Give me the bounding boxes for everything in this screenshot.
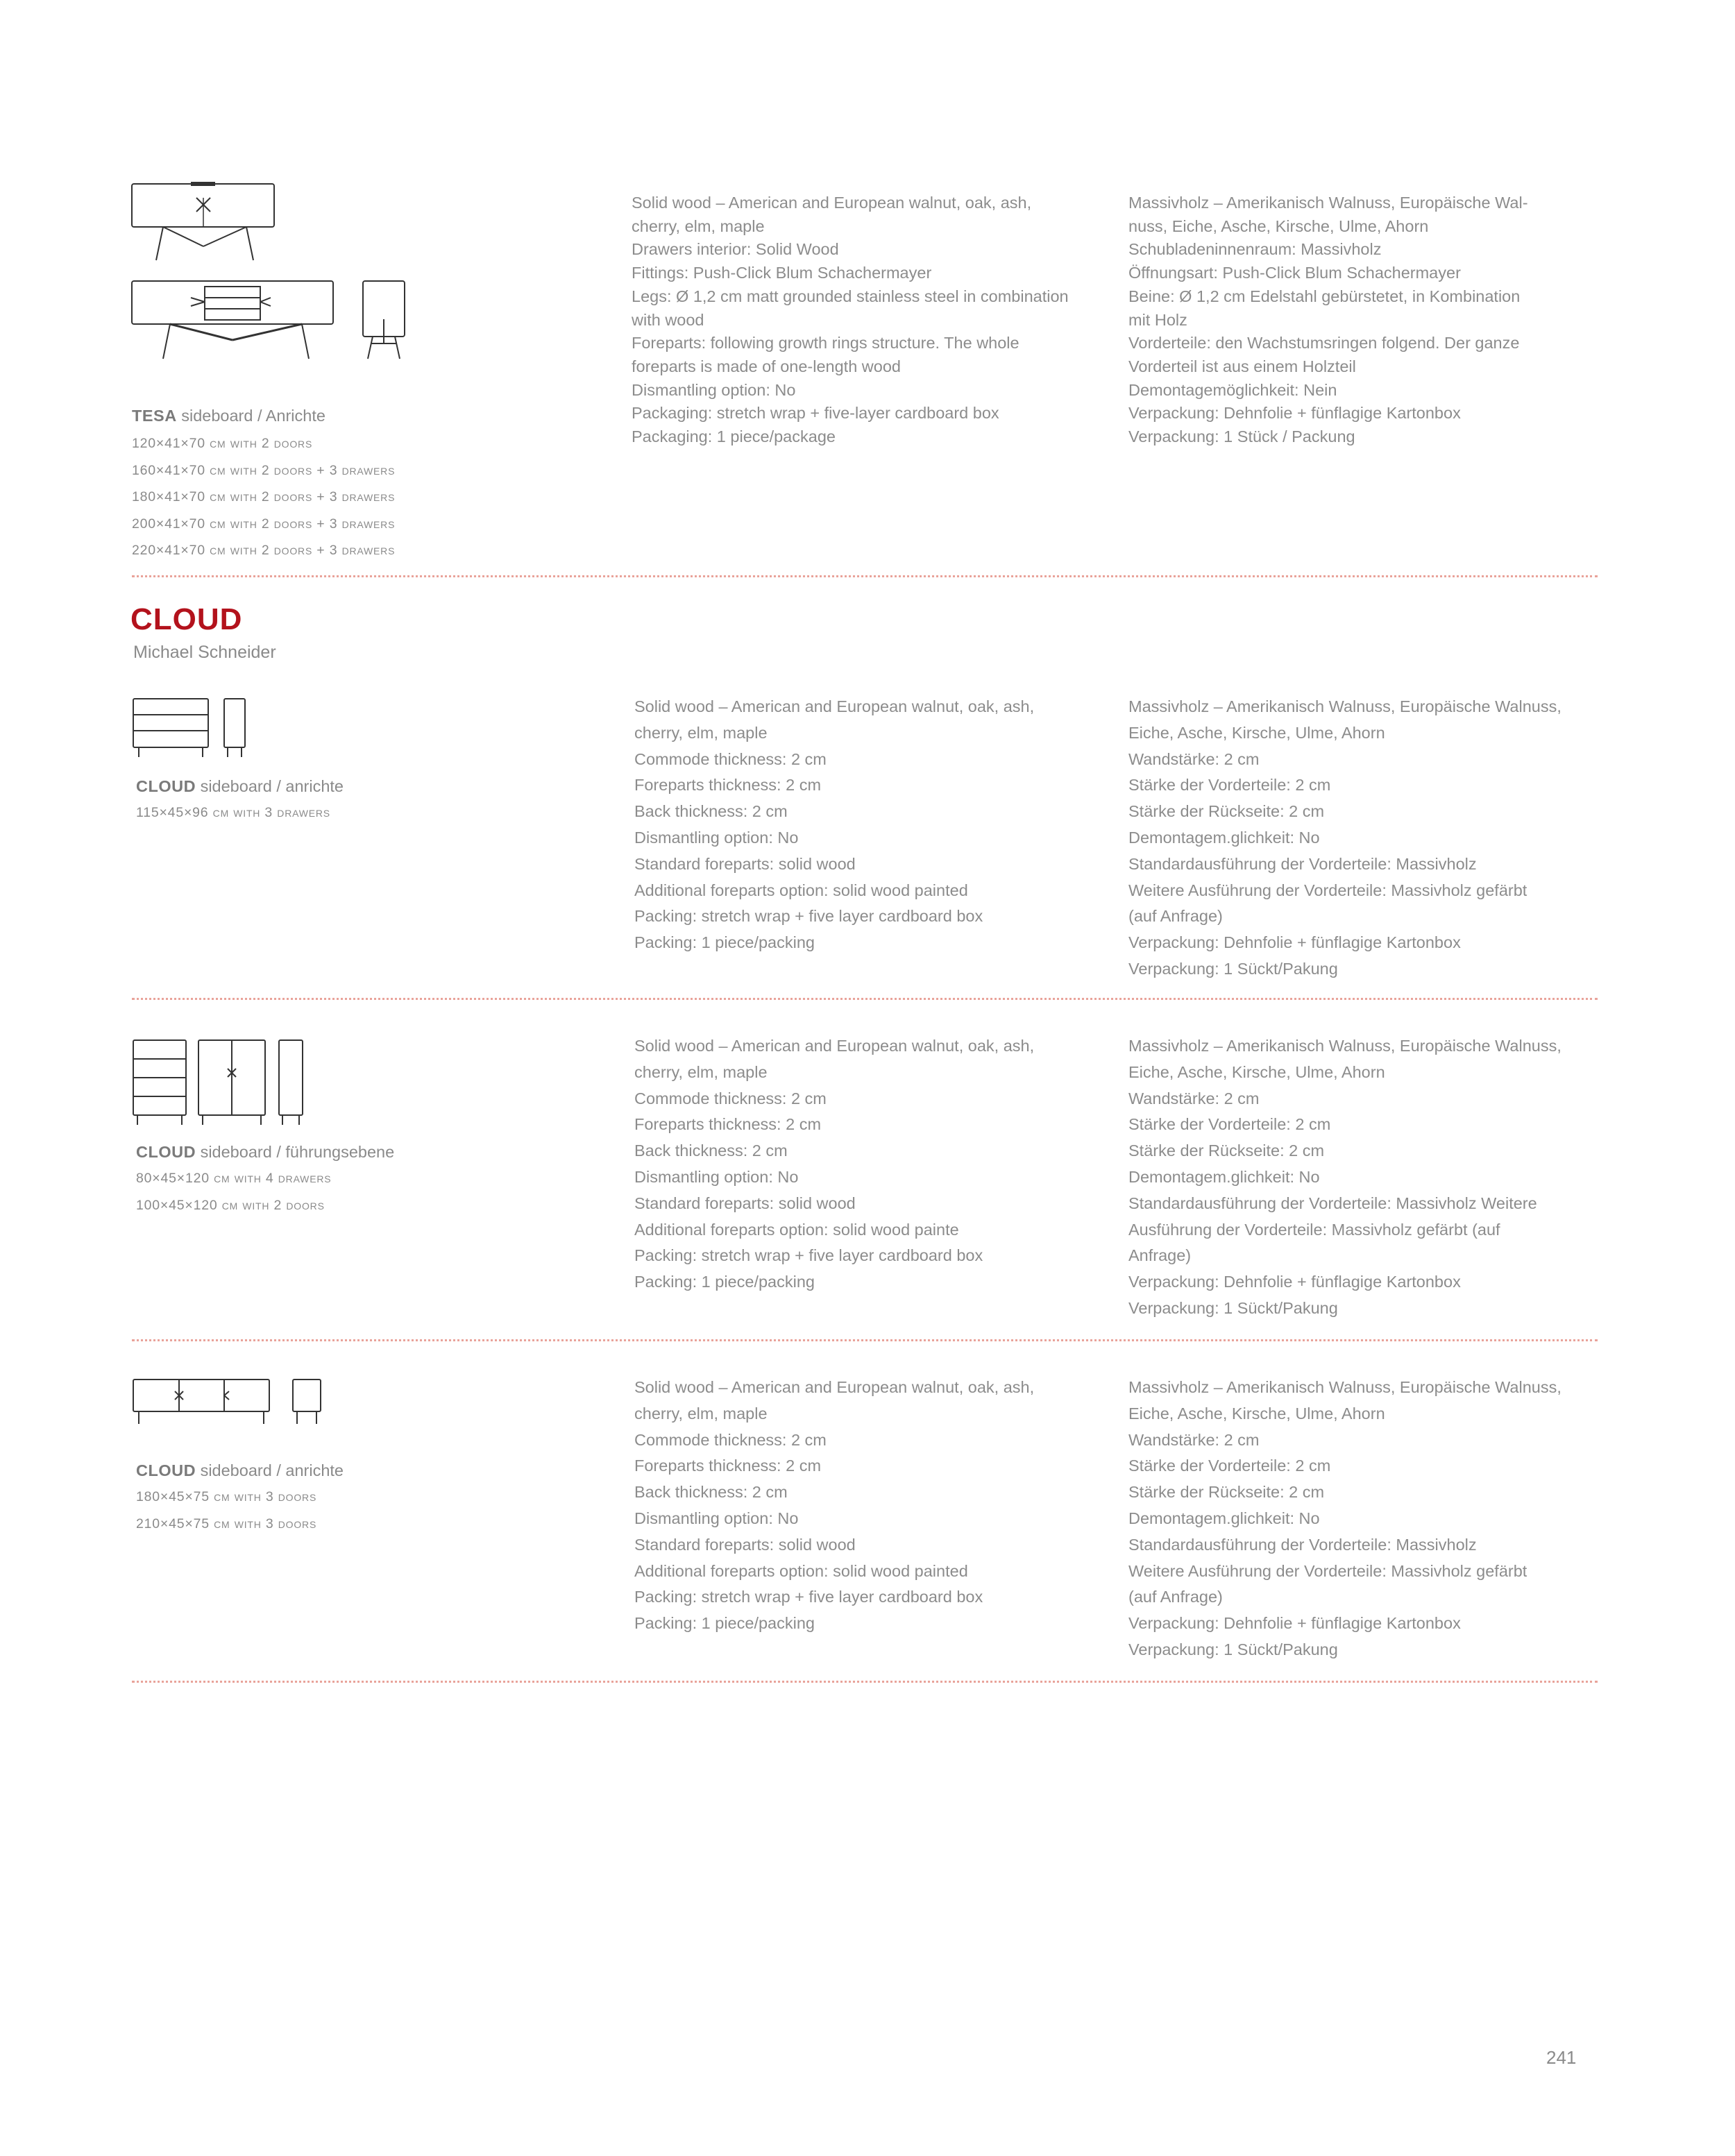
spec-line: Stärke der Rückseite: 2 cm xyxy=(1128,1141,1325,1160)
section-divider xyxy=(132,998,1598,1000)
spec-line: cherry, elm, maple xyxy=(632,217,765,235)
tesa-sideboard-drawings xyxy=(128,177,420,364)
spec-line: Demontagem.glichkeit: No xyxy=(1128,1509,1320,1527)
spec-line: Standardausführung der Vorderteile: Massivholz xyxy=(1128,1535,1477,1554)
spec-line: Demontagem.glichkeit: No xyxy=(1128,1167,1320,1186)
dimension-line: 80×45×120 cm with 4 drawers xyxy=(136,1171,332,1186)
spec-line: Eiche, Asche, Kirsche, Ulme, Ahorn xyxy=(1128,1062,1385,1081)
spec-line: Stärke der Rückseite: 2 cm xyxy=(1128,1483,1325,1502)
cloud1-label-name: CLOUD xyxy=(136,777,196,795)
spec-line: cherry, elm, maple xyxy=(634,1062,768,1081)
spec-line: Verpackung: 1 Stück / Packung xyxy=(1128,427,1355,446)
section-divider xyxy=(132,575,1598,577)
spec-line: Wandstärke: 2 cm xyxy=(1128,1430,1260,1449)
spec-line: Packing: stretch wrap + five layer cardboard box xyxy=(634,1588,983,1606)
dimension-line: 160×41×70 cm with 2 doors + 3 drawers xyxy=(132,462,396,478)
dimension-line: 100×45×120 cm with 2 doors xyxy=(136,1197,325,1213)
cloud3-dimensions xyxy=(136,1484,316,1537)
tesa-label xyxy=(132,402,325,429)
tesa-label-rest: sideboard / Anrichte xyxy=(176,407,325,425)
cloud1-label xyxy=(136,773,344,799)
dimension-line: 180×41×70 cm with 2 doors + 3 drawers xyxy=(132,489,396,504)
spec-line: Wandstärke: 2 cm xyxy=(1128,1089,1260,1107)
cloud2-dimensions xyxy=(136,1165,331,1219)
spec-line: Eiche, Asche, Kirsche, Ulme, Ahorn xyxy=(1128,1404,1385,1423)
spec-line: Stärke der Rückseite: 2 cm xyxy=(1128,802,1325,821)
spec-line: Massivholz – Amerikanisch Walnuss, Europäische Walnuss, xyxy=(1128,1378,1562,1396)
cloud2-label-name: CLOUD xyxy=(136,1143,196,1161)
spec-line: Packing: 1 piece/packing xyxy=(634,1273,815,1291)
spec-line: Fittings: Push-Click Blum Schachermayer xyxy=(632,264,932,282)
spec-line: Back thickness: 2 cm xyxy=(634,802,788,821)
spec-line: Legs: Ø 1,2 cm matt grounded stainless steel in combination xyxy=(632,287,1069,305)
spec-line: Foreparts: following growth rings structure. The whole xyxy=(632,334,1019,353)
spec-line: Commode thickness: 2 cm xyxy=(634,1089,827,1107)
spec-line: Dismantling option: No xyxy=(634,828,799,847)
spec-line: Packing: stretch wrap + five layer cardboard box xyxy=(634,907,983,926)
spec-line: Verpackung: Dehnfolie + fünflagige Kartonbox xyxy=(1128,404,1461,423)
dimension-line: 120×41×70 cm with 2 doors xyxy=(132,436,313,451)
spec-line: Solid wood – American and European walnut, oak, ash, xyxy=(634,1037,1035,1055)
spec-line: Stärke der Vorderteile: 2 cm xyxy=(1128,776,1331,795)
page-number: 241 xyxy=(1546,2047,1577,2068)
cloud3-specs-de xyxy=(1128,1375,1562,1663)
dimension-line: 220×41×70 cm with 2 doors + 3 drawers xyxy=(132,543,396,558)
spec-line: Packing: 1 piece/packing xyxy=(634,933,815,952)
dimension-line: 115×45×96 cm with 3 drawers xyxy=(136,805,330,820)
dimension-line: 180×45×75 cm with 3 doors xyxy=(136,1489,317,1504)
spec-line: Beine: Ø 1,2 cm Edelstahl gebürstetet, in Kombination xyxy=(1128,287,1521,305)
spec-line: Stärke der Vorderteile: 2 cm xyxy=(1128,1457,1331,1475)
spec-line: cherry, elm, maple xyxy=(634,1404,768,1423)
cloud-tall-sideboard-drawings xyxy=(130,1037,311,1128)
spec-line: Verpackung: Dehnfolie + fünflagige Kartonbox xyxy=(1128,1273,1461,1291)
spec-line: (auf Anfrage) xyxy=(1128,1588,1223,1606)
spec-line: Ausführung der Vorderteile: Massivholz gefärbt (auf xyxy=(1128,1220,1500,1239)
cloud3-specs-en xyxy=(634,1375,1034,1637)
tesa-specs-en xyxy=(632,192,1069,449)
spec-line: Dismantling option: No xyxy=(634,1509,799,1527)
tesa-dimensions xyxy=(132,430,395,564)
spec-line: Back thickness: 2 cm xyxy=(634,1141,788,1160)
spec-line: Verpackung: 1 Sückt/Pakung xyxy=(1128,959,1338,978)
cloud3-label-name: CLOUD xyxy=(136,1461,196,1479)
spec-line: Additional foreparts option: solid wood painted xyxy=(634,1561,968,1580)
spec-line: Standard foreparts: solid wood xyxy=(634,1535,856,1554)
spec-line: Wandstärke: 2 cm xyxy=(1128,749,1260,768)
spec-line: Foreparts thickness: 2 cm xyxy=(634,1457,822,1475)
spec-line: Verpackung: Dehnfolie + fünflagige Kartonbox xyxy=(1128,933,1461,952)
spec-line: Verpackung: Dehnfolie + fünflagige Kartonbox xyxy=(1128,1614,1461,1633)
spec-line: Anfrage) xyxy=(1128,1246,1192,1265)
spec-line: Standardausführung der Vorderteile: Massivholz Weitere xyxy=(1128,1194,1537,1212)
spec-line: Packing: stretch wrap + five layer cardboard box xyxy=(634,1246,983,1265)
spec-line: Massivholz – Amerikanisch Walnuss, Europäische Walnuss, xyxy=(1128,1037,1562,1055)
spec-line: (auf Anfrage) xyxy=(1128,907,1223,926)
spec-line: Packing: 1 piece/packing xyxy=(634,1614,815,1633)
spec-line: Stärke der Vorderteile: 2 cm xyxy=(1128,1115,1331,1134)
spec-line: Vorderteile: den Wachstumsringen folgend. Der ganze xyxy=(1128,334,1520,353)
spec-line: Verpackung: 1 Sückt/Pakung xyxy=(1128,1640,1338,1658)
cloud2-specs-en xyxy=(634,1033,1034,1296)
cloud2-label-rest: sideboard / führungsebene xyxy=(196,1143,395,1161)
designer-name: Michael Schneider xyxy=(133,643,276,662)
spec-line: Massivholz – Amerikanisch Walnuss, Europäische Wal- xyxy=(1128,194,1528,212)
spec-line: Back thickness: 2 cm xyxy=(634,1483,788,1502)
spec-line: Solid wood – American and European walnut, oak, ash, xyxy=(634,1378,1035,1396)
spec-line: Foreparts thickness: 2 cm xyxy=(634,1115,822,1134)
spec-line: Drawers interior: Solid Wood xyxy=(632,240,839,259)
dimension-line: 210×45×75 cm with 3 doors xyxy=(136,1516,317,1531)
spec-line: Solid wood – American and European walnut, oak, ash, xyxy=(634,697,1035,715)
spec-line: Solid wood – American and European walnut, oak, ash, xyxy=(632,194,1032,212)
spec-line: mit Holz xyxy=(1128,310,1187,329)
spec-line: Weitere Ausführung der Vorderteile: Massivholz gefärbt xyxy=(1128,881,1527,899)
spec-line: Weitere Ausführung der Vorderteile: Massivholz gefärbt xyxy=(1128,1561,1527,1580)
cloud-low-sideboard-drawings xyxy=(130,1377,332,1431)
cloud3-label xyxy=(136,1457,344,1484)
cloud2-specs-de xyxy=(1128,1033,1562,1322)
spec-line: Schubladeninnenraum: Massivholz xyxy=(1128,240,1382,259)
cloud1-label-rest: sideboard / anrichte xyxy=(196,777,344,795)
spec-line: Eiche, Asche, Kirsche, Ulme, Ahorn xyxy=(1128,723,1385,742)
spec-line: Standard foreparts: solid wood xyxy=(634,854,856,873)
spec-line: with wood xyxy=(632,310,704,329)
spec-line: Vorderteil ist aus einem Holzteil xyxy=(1128,357,1356,375)
cloud-sideboard-3-drawers-drawing xyxy=(130,696,255,760)
cloud1-specs-en xyxy=(634,694,1034,956)
spec-line: Standard foreparts: solid wood xyxy=(634,1194,856,1212)
spec-line: Verpackung: 1 Sückt/Pakung xyxy=(1128,1298,1338,1317)
spec-line: Demontagemöglichkeit: Nein xyxy=(1128,380,1337,399)
tesa-label-name: TESA xyxy=(132,407,177,425)
spec-line: Dismantling option: No xyxy=(634,1167,799,1186)
spec-line: foreparts is made of one-length wood xyxy=(632,357,901,375)
spec-line: Commode thickness: 2 cm xyxy=(634,749,827,768)
spec-line: Additional foreparts option: solid wood painte xyxy=(634,1220,959,1239)
spec-line: Foreparts thickness: 2 cm xyxy=(634,776,822,795)
spec-line: Demontagem.glichkeit: No xyxy=(1128,828,1320,847)
spec-line: Commode thickness: 2 cm xyxy=(634,1430,827,1449)
cloud1-dimensions xyxy=(136,799,330,826)
cloud2-label xyxy=(136,1139,394,1165)
collection-title: CLOUD xyxy=(130,602,243,636)
spec-line: cherry, elm, maple xyxy=(634,723,768,742)
spec-line: Packaging: stretch wrap + five-layer cardboard box xyxy=(632,404,999,423)
section-divider xyxy=(132,1681,1598,1683)
spec-line: Packaging: 1 piece/package xyxy=(632,427,836,446)
spec-line: Dismantling option: No xyxy=(632,380,796,399)
section-divider xyxy=(132,1339,1598,1341)
dimension-line: 200×41×70 cm with 2 doors + 3 drawers xyxy=(132,516,396,532)
cloud1-specs-de xyxy=(1128,694,1562,983)
spec-line: Additional foreparts option: solid wood painted xyxy=(634,881,968,899)
spec-line: Standardausführung der Vorderteile: Massivholz xyxy=(1128,854,1477,873)
cloud3-label-rest: sideboard / anrichte xyxy=(196,1461,344,1479)
spec-line: nuss, Eiche, Asche, Kirsche, Ulme, Ahorn xyxy=(1128,217,1429,235)
spec-line: Massivholz – Amerikanisch Walnuss, Europäische Walnuss, xyxy=(1128,697,1562,715)
tesa-specs-de xyxy=(1128,192,1528,449)
spec-line: Öffnungsart: Push-Click Blum Schachermayer xyxy=(1128,264,1461,282)
